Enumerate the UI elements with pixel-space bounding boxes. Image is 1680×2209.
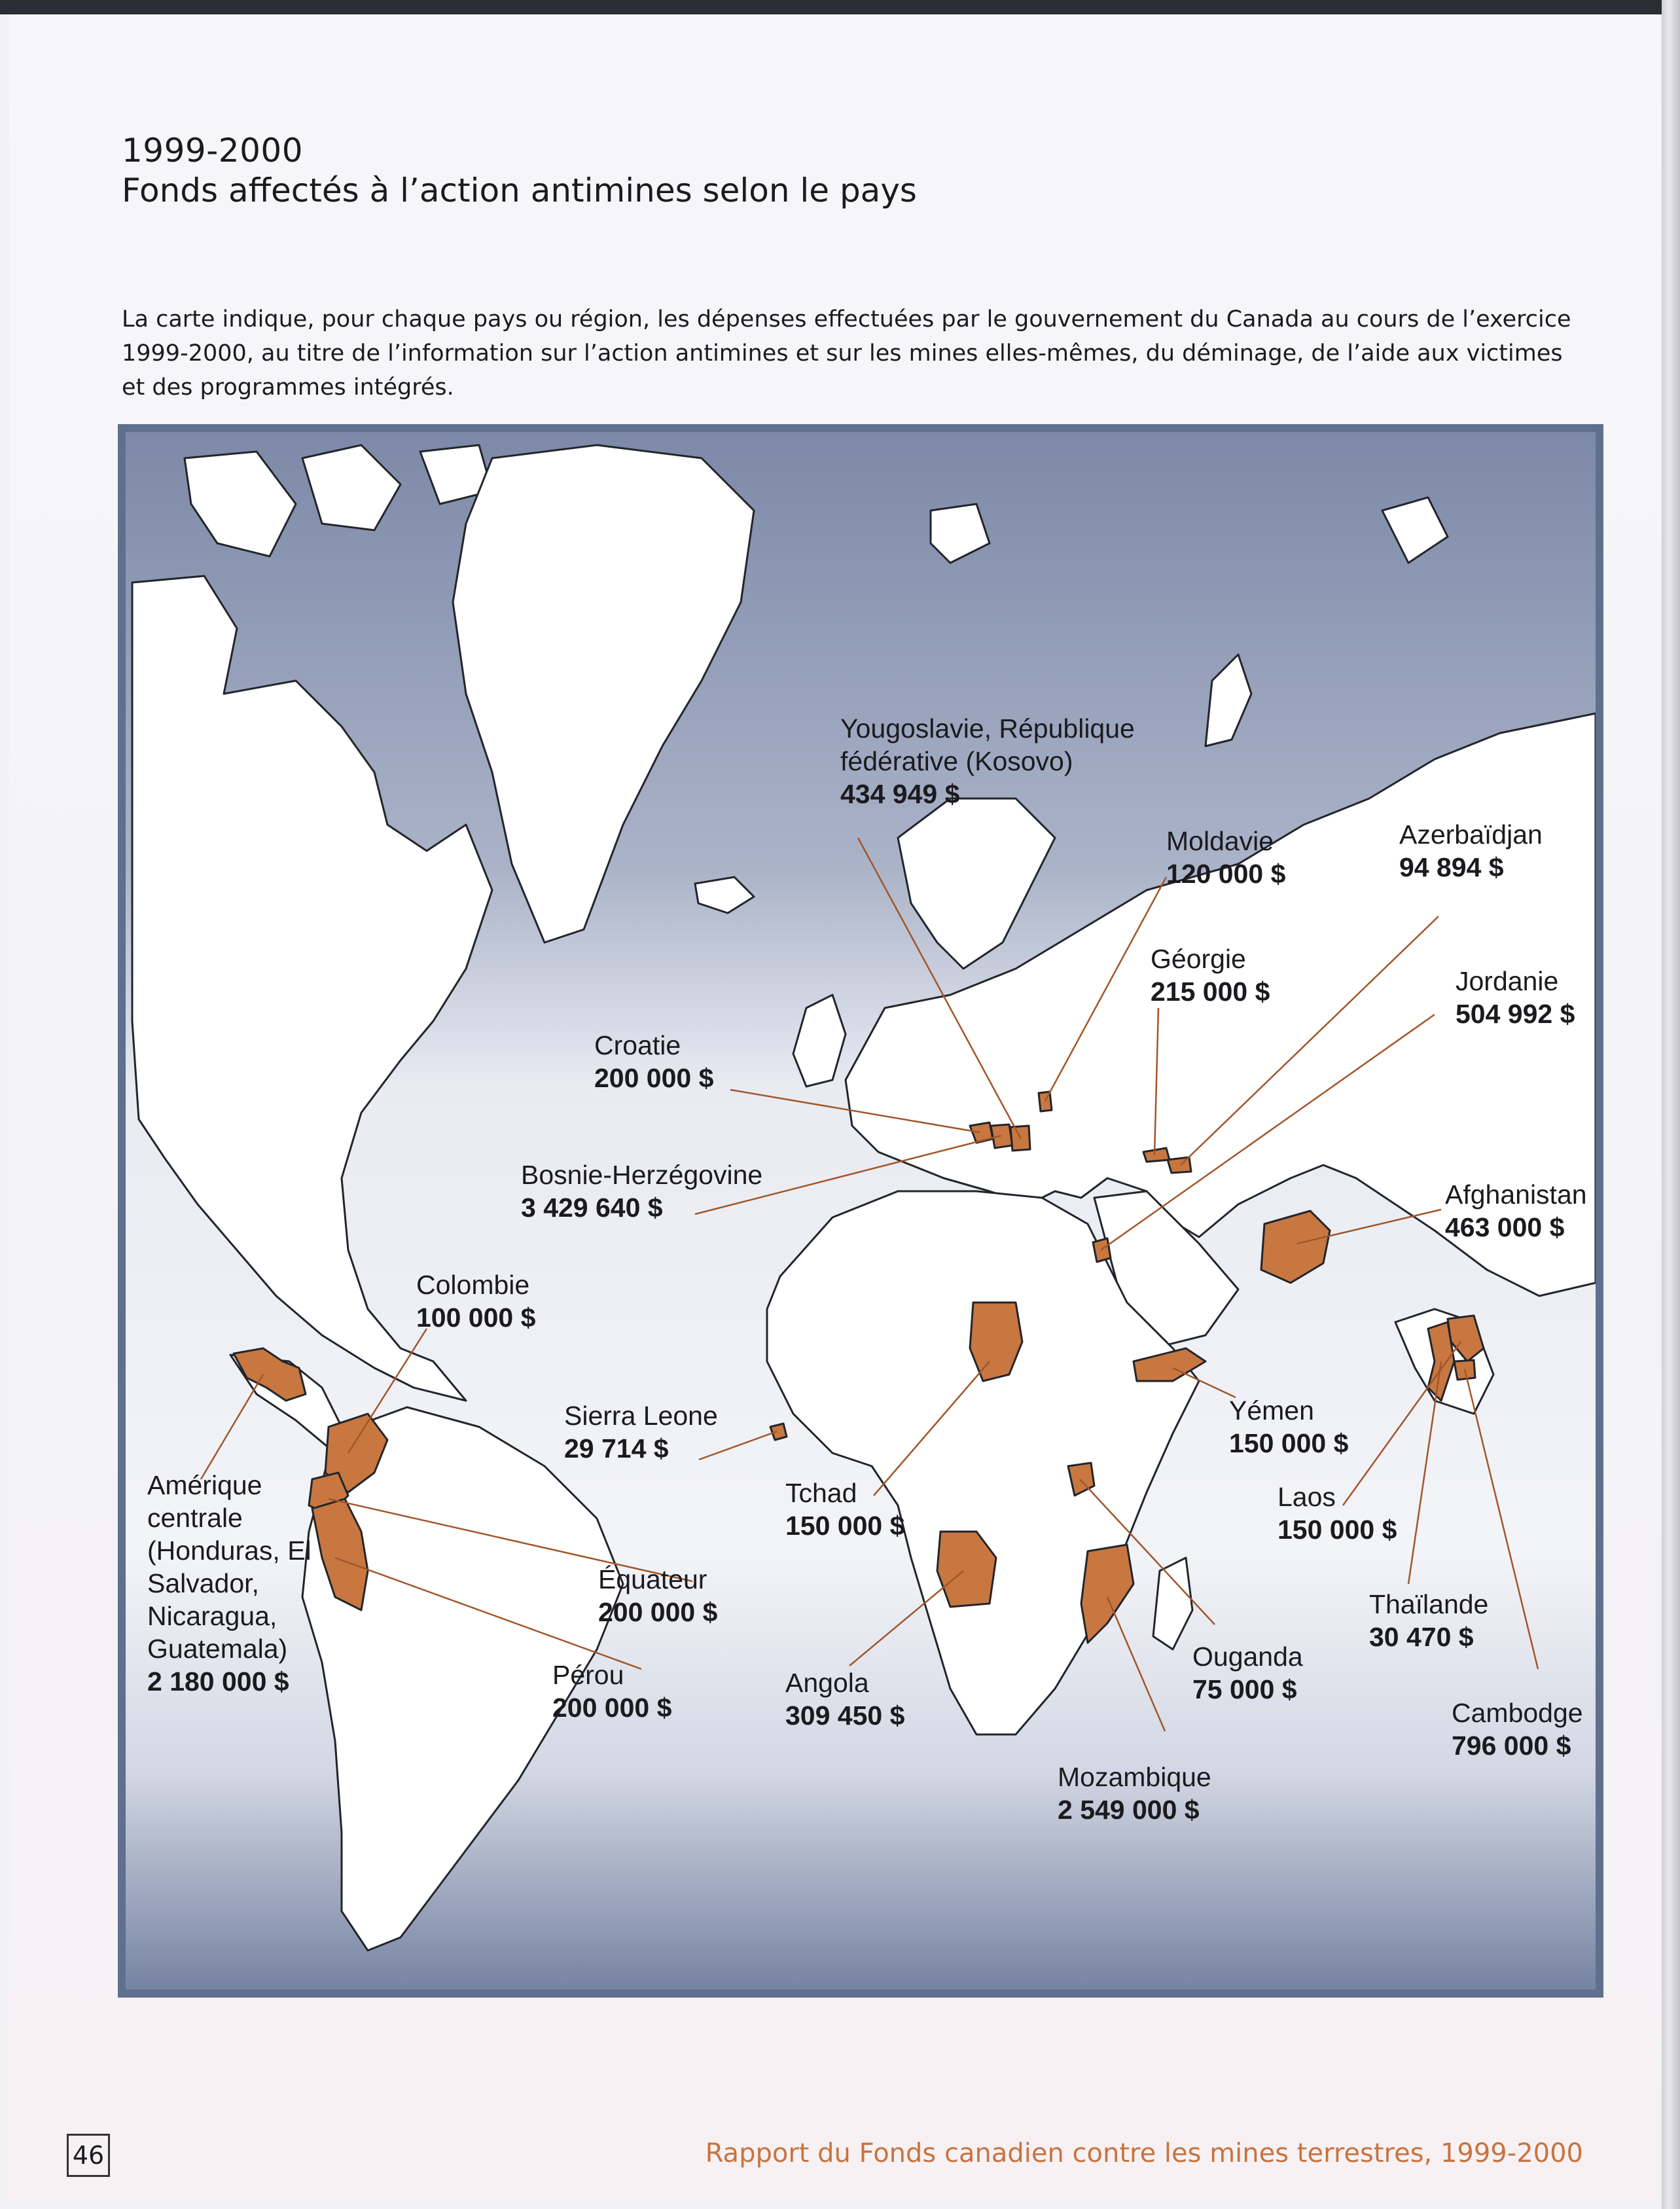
amount-croatie: 200 000 $: [594, 1063, 714, 1093]
region-bosnie: [991, 1124, 1012, 1148]
amount-sierra-leone: 29 714 $: [564, 1433, 669, 1464]
name-bosnie: Bosnie-Herzégovine: [521, 1160, 763, 1190]
heading-title: Fonds affectés à l’action antimines selon le pays: [122, 171, 917, 209]
name-equateur: Équateur: [598, 1564, 707, 1594]
scan-top-edge: [0, 0, 1680, 14]
amount-angola: 309 450 $: [785, 1700, 905, 1731]
label-amerique-centrale: [147, 1469, 344, 1698]
label-mozambique: [1058, 1761, 1211, 1826]
amount-yemen: 150 000 $: [1229, 1428, 1349, 1458]
amount-moldavie: 120 000 $: [1166, 859, 1286, 889]
label-jordanie: [1456, 965, 1575, 1030]
name-yougoslavie: Yougoslavie, République fédérative (Kosovo): [840, 713, 1135, 776]
region-azerbaidjan: [1168, 1157, 1191, 1173]
name-yemen: Yémen: [1229, 1395, 1314, 1426]
label-croatie: [594, 1029, 713, 1094]
name-ouganda: Ouganda: [1192, 1642, 1303, 1672]
label-thailande: [1369, 1588, 1488, 1653]
amount-jordanie: 504 992 $: [1456, 999, 1575, 1029]
amount-yougoslavie: 434 949 $: [840, 779, 960, 809]
running-footer: Rapport du Fonds canadien contre les mines terrestres, 1999-2000: [705, 2138, 1583, 2168]
amount-thailande: 30 470 $: [1369, 1622, 1474, 1652]
name-colombie: Colombie: [416, 1270, 530, 1300]
label-yougoslavie: [840, 712, 1181, 810]
label-equateur: [598, 1563, 717, 1628]
name-cambodge: Cambodge: [1452, 1698, 1583, 1728]
intro-paragraph: La carte indique, pour chaque pays ou région, les dépenses effectuées par le gouvernement du Canada au cours de l’exercice 1999-2000, au titre de l’information sur l’action antimines et sur les mines elles-mêmes, du déminage, de l’aide aux victimes et des programmes intégrés.: [122, 306, 1571, 401]
page-heading: [122, 131, 917, 211]
amount-mozambique: 2 549 000 $: [1058, 1795, 1200, 1825]
label-laos: [1278, 1481, 1397, 1546]
label-colombie: [416, 1268, 535, 1334]
label-ouganda: [1192, 1640, 1303, 1706]
amount-georgie: 215 000 $: [1151, 977, 1270, 1007]
name-azerbaidjan: Azerbaïdjan: [1399, 819, 1543, 850]
amount-azerbaidjan: 94 894 $: [1399, 852, 1504, 882]
amount-bosnie: 3 429 640 $: [521, 1193, 663, 1223]
world-map: [118, 424, 1603, 1998]
name-mozambique: Mozambique: [1058, 1762, 1211, 1792]
page-number: 46: [67, 2134, 110, 2177]
heading-year: 1999-2000: [122, 132, 304, 170]
amount-cambodge: 796 000 $: [1452, 1731, 1571, 1761]
name-angola: Angola: [785, 1668, 869, 1698]
label-cambodge: [1452, 1697, 1583, 1762]
name-croatie: Croatie: [594, 1030, 681, 1060]
amount-equateur: 200 000 $: [598, 1597, 718, 1627]
name-perou: Pérou: [552, 1660, 624, 1690]
name-thailande: Thaïlande: [1369, 1589, 1489, 1619]
name-tchad: Tchad: [785, 1478, 857, 1508]
label-afghanistan: [1445, 1178, 1587, 1244]
name-moldavie: Moldavie: [1166, 826, 1274, 856]
amount-afghanistan: 463 000 $: [1445, 1212, 1565, 1242]
page: [9, 14, 1660, 2200]
amount-colombie: 100 000 $: [416, 1302, 536, 1333]
label-azerbaidjan: [1399, 818, 1543, 884]
name-sierra-leone: Sierra Leone: [564, 1401, 718, 1431]
label-tchad: [785, 1477, 904, 1542]
label-georgie: [1151, 943, 1270, 1008]
name-georgie: Géorgie: [1151, 944, 1246, 974]
amount-laos: 150 000 $: [1278, 1515, 1397, 1545]
amount-tchad: 150 000 $: [785, 1511, 905, 1541]
label-angola: [785, 1666, 904, 1732]
name-afghanistan: Afghanistan: [1445, 1179, 1587, 1210]
name-jordanie: Jordanie: [1456, 966, 1559, 996]
name-amerique-centrale: Amérique centrale (Honduras, El Salvador, Nicaragua, Guatemala): [147, 1470, 312, 1664]
amount-perou: 200 000 $: [552, 1693, 672, 1723]
region-moldavie: [1039, 1092, 1052, 1111]
label-sierra-leone: [564, 1399, 718, 1465]
label-bosnie: [521, 1158, 762, 1224]
label-perou: [552, 1659, 671, 1724]
label-moldavie: [1166, 825, 1285, 890]
name-laos: Laos: [1278, 1482, 1336, 1512]
amount-amerique-centrale: 2 180 000 $: [147, 1666, 289, 1697]
amount-ouganda: 75 000 $: [1192, 1674, 1297, 1704]
label-yemen: [1229, 1394, 1348, 1460]
map-canvas: [126, 432, 1596, 1990]
binding-spine: [1662, 0, 1680, 2209]
